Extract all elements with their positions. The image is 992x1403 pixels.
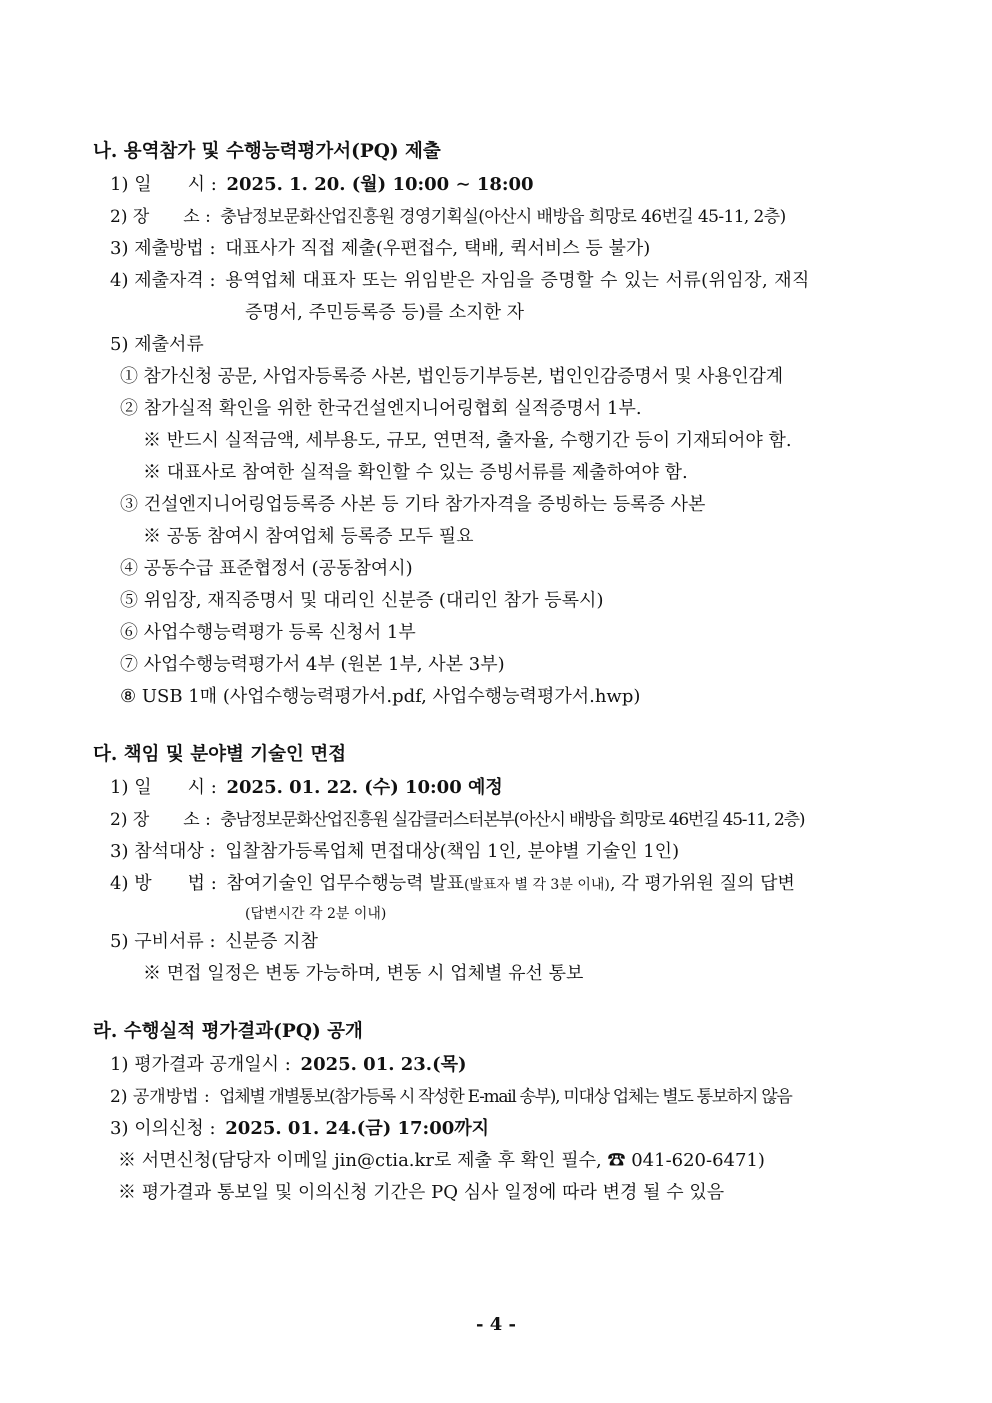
doc-item-2: ② 참가실적 확인을 위한 한국건설엔지니어링협회 실적증명서 1부.	[120, 398, 642, 419]
objection-note-1	[118, 1149, 765, 1173]
doc-item-2-note-1: ※ 반드시 실적금액, 세부용도, 규모, 연면적, 출자율, 수행기간 등이 기재되어야 함.	[143, 430, 792, 451]
item-label: 1) 평가결과 공개일시 :	[110, 1054, 291, 1075]
note-text: ※ 서면신청(담당자 이메일 jin@ctia.kr로 제출 후 확인 필수,	[118, 1150, 602, 1171]
item-label: 5) 구비서류 :	[110, 931, 216, 952]
item-label: 3) 이의신청 :	[110, 1118, 216, 1139]
item-required	[110, 930, 318, 954]
item-method	[110, 237, 650, 261]
item-objection	[110, 1117, 489, 1141]
item-value: 2025. 01. 23.(목)	[300, 1054, 467, 1075]
item-label: 3) 제출방법 :	[110, 238, 216, 259]
item-value: 입찰참가등록업체 면접대상(책임 1인, 분야별 기술인 1인)	[225, 841, 680, 862]
doc-item-3-note: ※ 공동 참여시 참여업체 등록증 모두 필요	[143, 526, 474, 547]
item-value: 업체별 개별통보(참가등록 시 작성한 E-mail 송부), 미대상 업체는 별도 통보하지 않음	[219, 1087, 792, 1107]
item-value: 신분증 지참	[225, 931, 318, 952]
objection-note-2: ※ 평가결과 통보일 및 이의신청 기간은 PQ 심사 일정에 따라 변경 될 수 있음	[118, 1182, 725, 1203]
section-heading-submission: 나. 용역참가 및 수행능력평가서(PQ) 제출	[93, 141, 441, 162]
item-method-cont: (답변시간 각 2분 이내)	[245, 906, 387, 922]
item-qualification-cont: 증명서, 주민등록증 등)를 소지한 자	[245, 302, 525, 323]
doc-item-5: ⑤ 위임장, 재직증명서 및 대리인 신분증 (대리인 참가 등록시)	[120, 590, 604, 611]
item-label: 2) 장 소 :	[110, 810, 211, 830]
doc-item-4: ④ 공동수급 표준협정서 (공동참여시)	[120, 558, 413, 579]
item-value: 참여기술인 업무수행능력 발표	[226, 873, 464, 894]
item-place	[110, 808, 804, 832]
section-heading-results: 라. 수행실적 평가결과(PQ) 공개	[93, 1021, 363, 1042]
doc-item-2-note-2: ※ 대표사로 참여한 실적을 확인할 수 있는 증빙서류를 제출하여야 함.	[143, 462, 688, 483]
section-heading-interview: 다. 책임 및 분야별 기술인 면접	[93, 744, 347, 765]
item-value: 2025. 1. 20. (월) 10:00 ∼ 18:00	[226, 174, 534, 195]
doc-item-8: ⑧ USB 1매 (사업수행능력평가서.pdf, 사업수행능력평가서.hwp)	[120, 686, 641, 707]
doc-item-3: ③ 건설엔지니어링업등록증 사본 등 기타 참가자격을 증빙하는 등록증 사본	[120, 494, 706, 515]
doc-item-7: ⑦ 사업수행능력평가서 4부 (원본 1부, 사본 3부)	[120, 654, 505, 675]
item-value: 충남정보문화산업진흥원 경영기획실(아산시 배방읍 희망로 46번길 45-11, 2층)	[220, 207, 786, 227]
item-label: 4) 제출자격 :	[110, 270, 216, 291]
item-announce-date	[110, 1053, 467, 1077]
phone-number: 041-620-6471)	[631, 1150, 765, 1171]
item-documents: 5) 제출서류	[110, 334, 204, 355]
item-date	[110, 173, 534, 197]
item-value-small: (발표자 별 각 3분 이내)	[464, 877, 610, 893]
item-place	[110, 205, 786, 229]
item-label: 1) 일 시 :	[110, 174, 217, 195]
item-label: 4) 방 법 :	[110, 873, 217, 894]
item-label: 1) 일 시 :	[110, 777, 217, 798]
doc-item-1: ① 참가신청 공문, 사업자등록증 사본, 법인등기부등본, 법인인감증명서 및 사용인감계	[120, 366, 783, 387]
item-value: 용역업체 대표자 또는 위임받은 자임을 증명할 수 있는 서류(위임장, 재직	[225, 270, 810, 291]
item-label: 2) 장 소 :	[110, 207, 211, 227]
item-value: , 각 평가위원 질의 답변	[609, 873, 795, 894]
item-method	[110, 872, 795, 897]
page-number: - 4 -	[476, 1314, 516, 1335]
item-value: 대표사가 직접 제출(우편접수, 택배, 퀵서비스 등 불가)	[225, 238, 651, 259]
item-value: 2025. 01. 24.(금) 17:00까지	[225, 1118, 490, 1139]
item-date	[110, 776, 503, 800]
item-value: 2025. 01. 22. (수) 10:00 예정	[226, 777, 503, 798]
interview-note: ※ 면접 일정은 변동 가능하며, 변동 시 업체별 유선 통보	[143, 963, 584, 984]
phone-icon: ☎	[607, 1150, 626, 1171]
item-value: 충남정보문화산업진흥원 실감클러스터본부(아산시 배방읍 희망로 46번길 45-11, 2층)	[220, 810, 805, 830]
item-label: 2) 공개방법 :	[110, 1087, 210, 1107]
item-label: 3) 참석대상 :	[110, 841, 216, 862]
item-qualification	[110, 269, 810, 293]
item-announce-method	[110, 1085, 791, 1109]
item-attendees	[110, 840, 679, 864]
doc-item-6: ⑥ 사업수행능력평가 등록 신청서 1부	[120, 622, 416, 643]
